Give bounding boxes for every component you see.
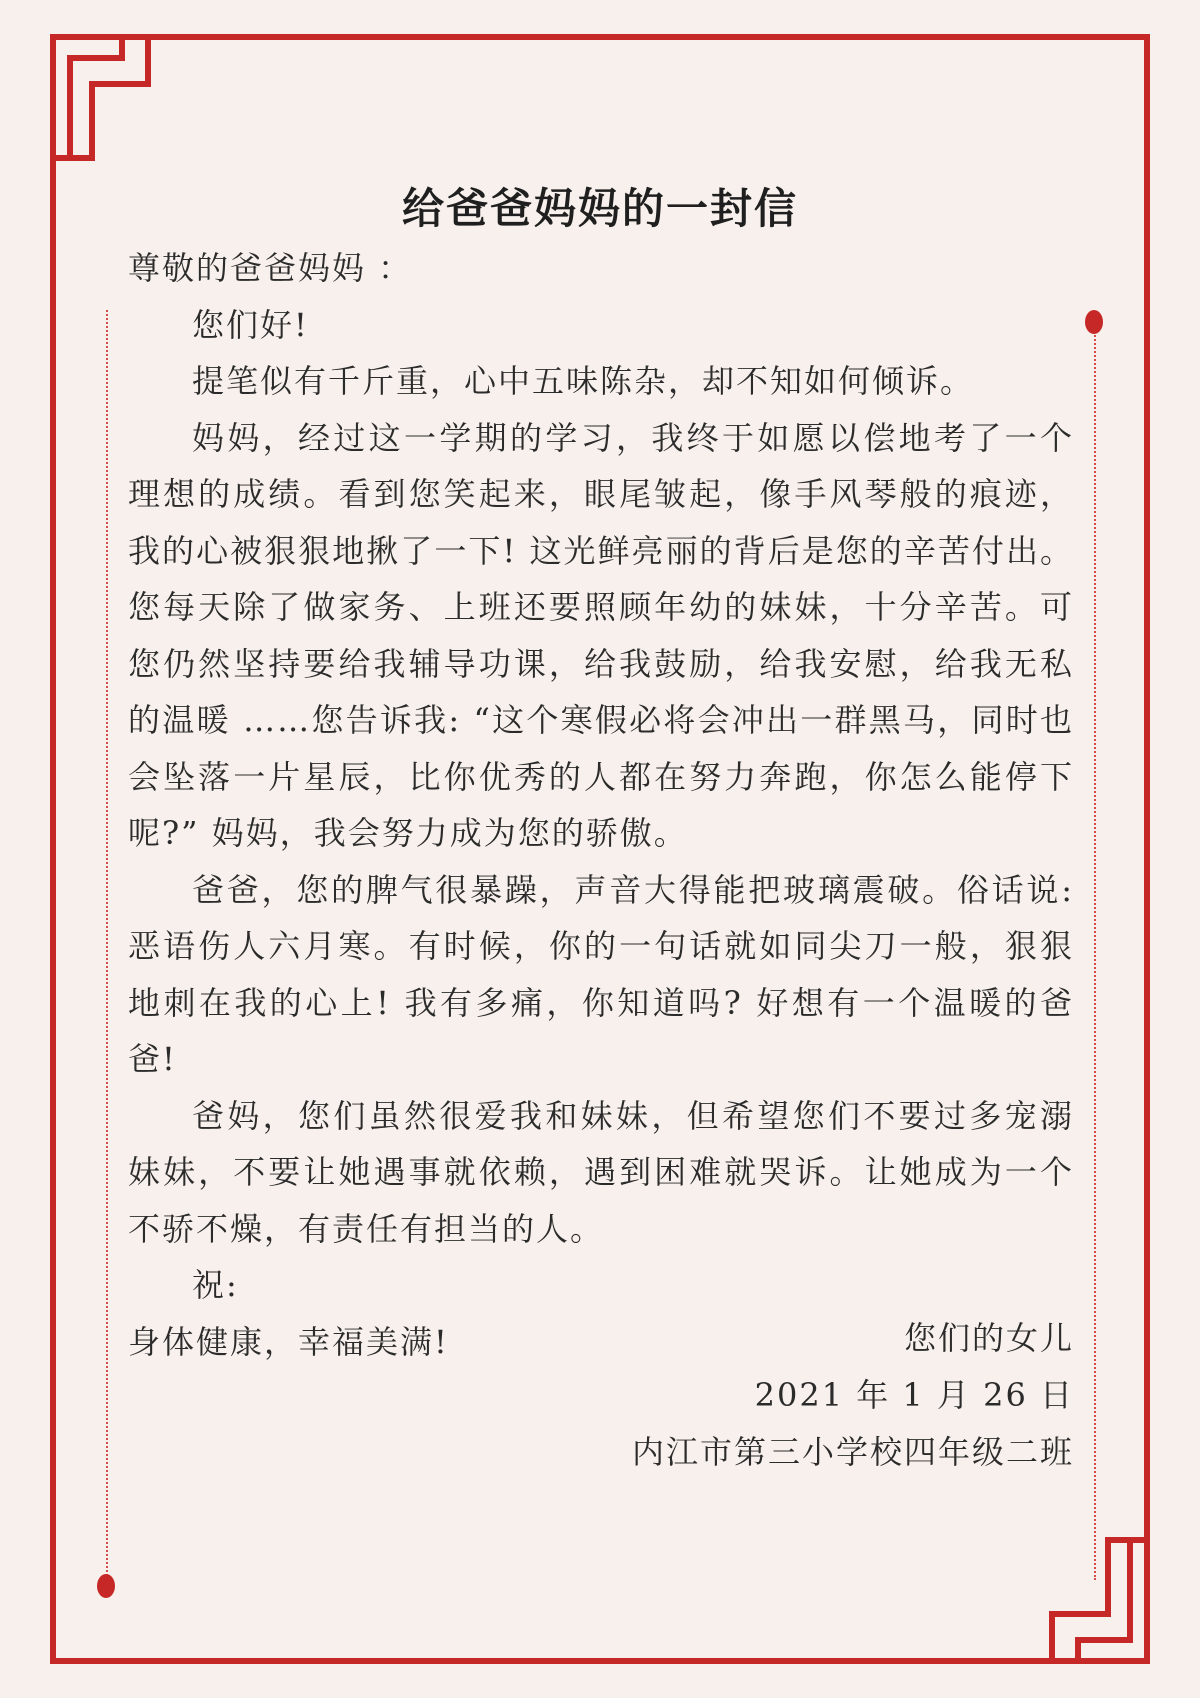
right-red-dot <box>1085 310 1103 334</box>
paragraph-father: 爸爸，您的脾气很暴躁，声音大得能把玻璃震破。俗话说: 恶语伤人六月寒。有时候，你的一句话就如同尖刀一般，狠狠地刺在我的心上! 我有多痛，你知道吗? 好想有一个温暖的爸爸! <box>128 870 1074 1078</box>
paragraph-wish: 祝: <box>192 1266 239 1304</box>
paragraph-opening: 提笔似有千斤重，心中五味陈杂，却不知如何倾诉。 <box>192 362 975 400</box>
signature-school: 内江市第三小学校四年级二班 <box>631 1433 1074 1471</box>
paragraph-greeting: 您们好! <box>192 305 309 344</box>
salutation: 尊敬的爸爸妈妈 ： <box>128 249 413 287</box>
closing-blessing: 身体健康，幸福美满! <box>128 1322 449 1361</box>
letter-body <box>128 240 1074 1370</box>
signature-date: 2021 年 1 月 26 日 <box>754 1376 1074 1414</box>
letter-title: 给爸爸妈妈的一封信 <box>401 184 798 233</box>
left-red-dot <box>97 1574 115 1598</box>
signature-block <box>632 1310 1074 1481</box>
paragraph-mother: 妈妈，经过这一学期的学习，我终于如愿以偿地考了一个理想的成绩。看到您笑起来，眼尾皱起，像手风琴般的痕迹，我的心被狠狠地揪了一下! 这光鲜亮丽的背后是您的辛苦付出。您每天除了做家务、上班还要照顾年幼的妹妹，十分辛苦。可您仍然坚持要给我辅导功课，给我鼓励，给我安慰，给我无私的温暖 ……您告诉我: “这个寒假必将会冲出一群黑马，同时也会坠落一片星辰，比你优秀的人都在努力奔跑，你怎么能停下呢?” 妈妈，我会努力成为您的骄傲。 <box>128 418 1074 852</box>
right-dotted-line <box>1094 320 1096 1580</box>
paragraph-parents: 爸妈，您们虽然很爱我和妹妹，但希望您们不要过多宠溺妹妹，不要让她遇事就依赖，遇到困难就哭诉。让她成为一个不骄不燥，有责任有担当的人。 <box>128 1096 1074 1248</box>
signature-name: 您们的女儿 <box>903 1319 1074 1357</box>
left-dotted-line <box>106 310 108 1580</box>
